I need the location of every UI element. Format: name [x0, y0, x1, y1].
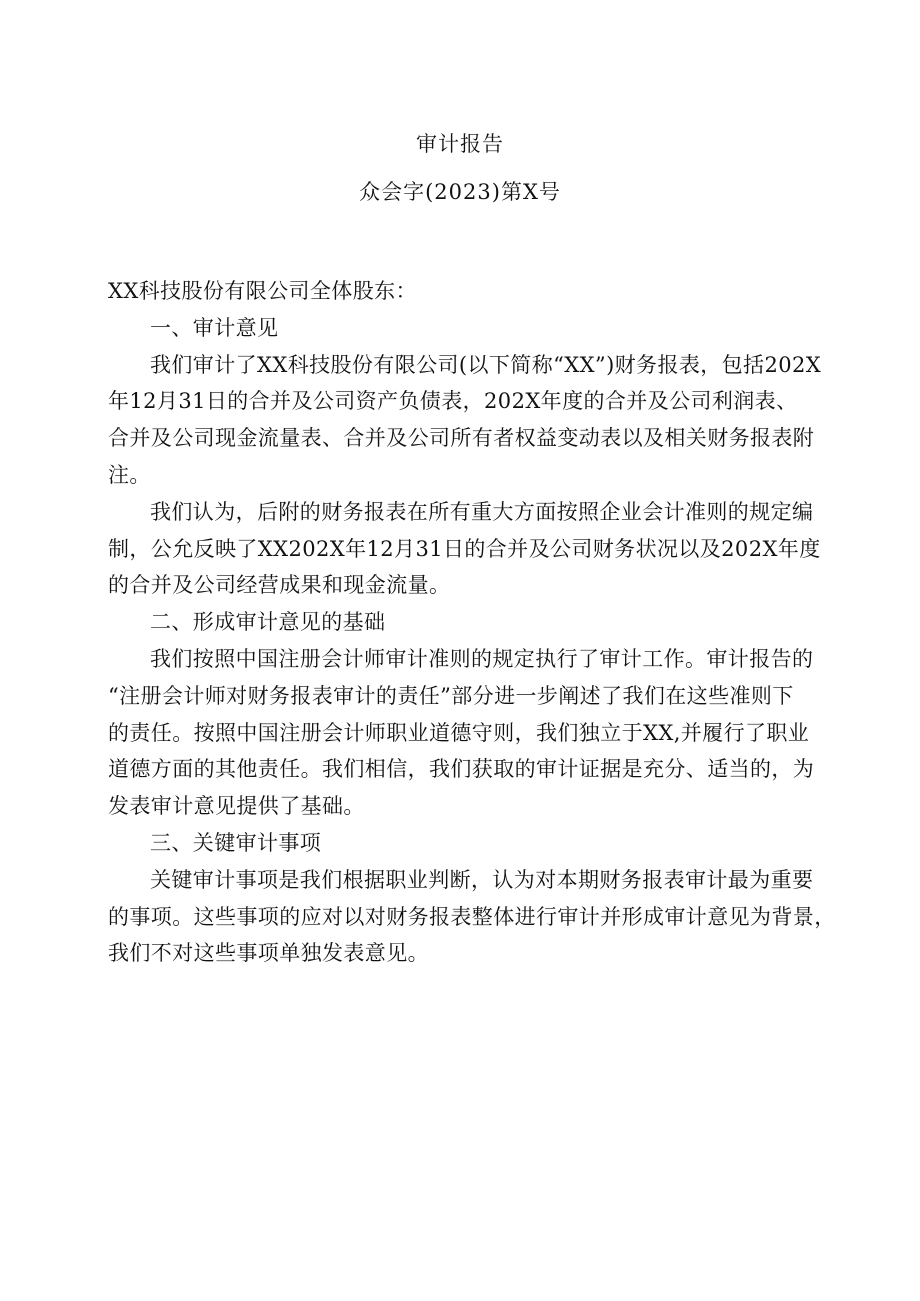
- paragraph-line: 合并及公司现金流量表、合并及公司所有者权益变动表以及相关财务报表附: [108, 426, 815, 451]
- paragraph-line: 制，公允反映了XX202X年12月31日的合并及公司财务状况以及202X年度: [108, 536, 821, 561]
- paragraph-line: 关键审计事项是我们根据职业判断，认为对本期财务报表审计最为重要: [150, 867, 814, 892]
- report-number: 众会字(2023)第X号: [359, 180, 561, 204]
- paragraph-line: 我们不对这些事项单独发表意见。: [108, 941, 429, 966]
- paragraph-line: 的合并及公司经营成果和现金流量。: [108, 573, 451, 598]
- section-heading-key-audit-matters: 三、关键审计事项: [150, 830, 322, 855]
- section-heading-audit-opinion: 一、审计意见: [150, 315, 279, 340]
- addressee: XX科技股份有限公司全体股东：: [108, 279, 417, 303]
- section-heading-basis-for-opinion: 二、形成审计意见的基础: [150, 610, 386, 635]
- paragraph-line: 年12月31日的合并及公司资产负债表，202X年度的合并及公司利润表、: [108, 389, 798, 414]
- paragraph-line: 道德方面的其他责任。我们相信，我们获取的审计证据是充分、适当的，为: [108, 757, 815, 782]
- paragraph-line: 发表审计意见提供了基础。: [108, 794, 365, 819]
- paragraph-line: 注。: [108, 462, 151, 487]
- paragraph-line: 的事项。这些事项的应对以对财务报表整体进行审计并形成审计意见为背景，: [108, 904, 836, 929]
- report-title: 审计报告: [416, 132, 504, 156]
- paragraph-line: 我们认为，后附的财务报表在所有重大方面按照企业会计准则的规定编: [150, 499, 814, 524]
- paragraph-line: 的责任。按照中国注册会计师职业道德守则，我们独立于XX,并履行了职业: [108, 720, 810, 745]
- paragraph-line: 我们审计了XX科技股份有限公司(以下简称“XX”)财务报表，包括202X: [150, 352, 822, 377]
- paragraph-line: “注册会计师对财务报表审计的责任”部分进一步阐述了我们在这些准则下: [108, 683, 794, 708]
- report-body: [108, 273, 836, 972]
- paragraph-line: 我们按照中国注册会计师审计准则的规定执行了审计工作。审计报告的: [150, 646, 814, 671]
